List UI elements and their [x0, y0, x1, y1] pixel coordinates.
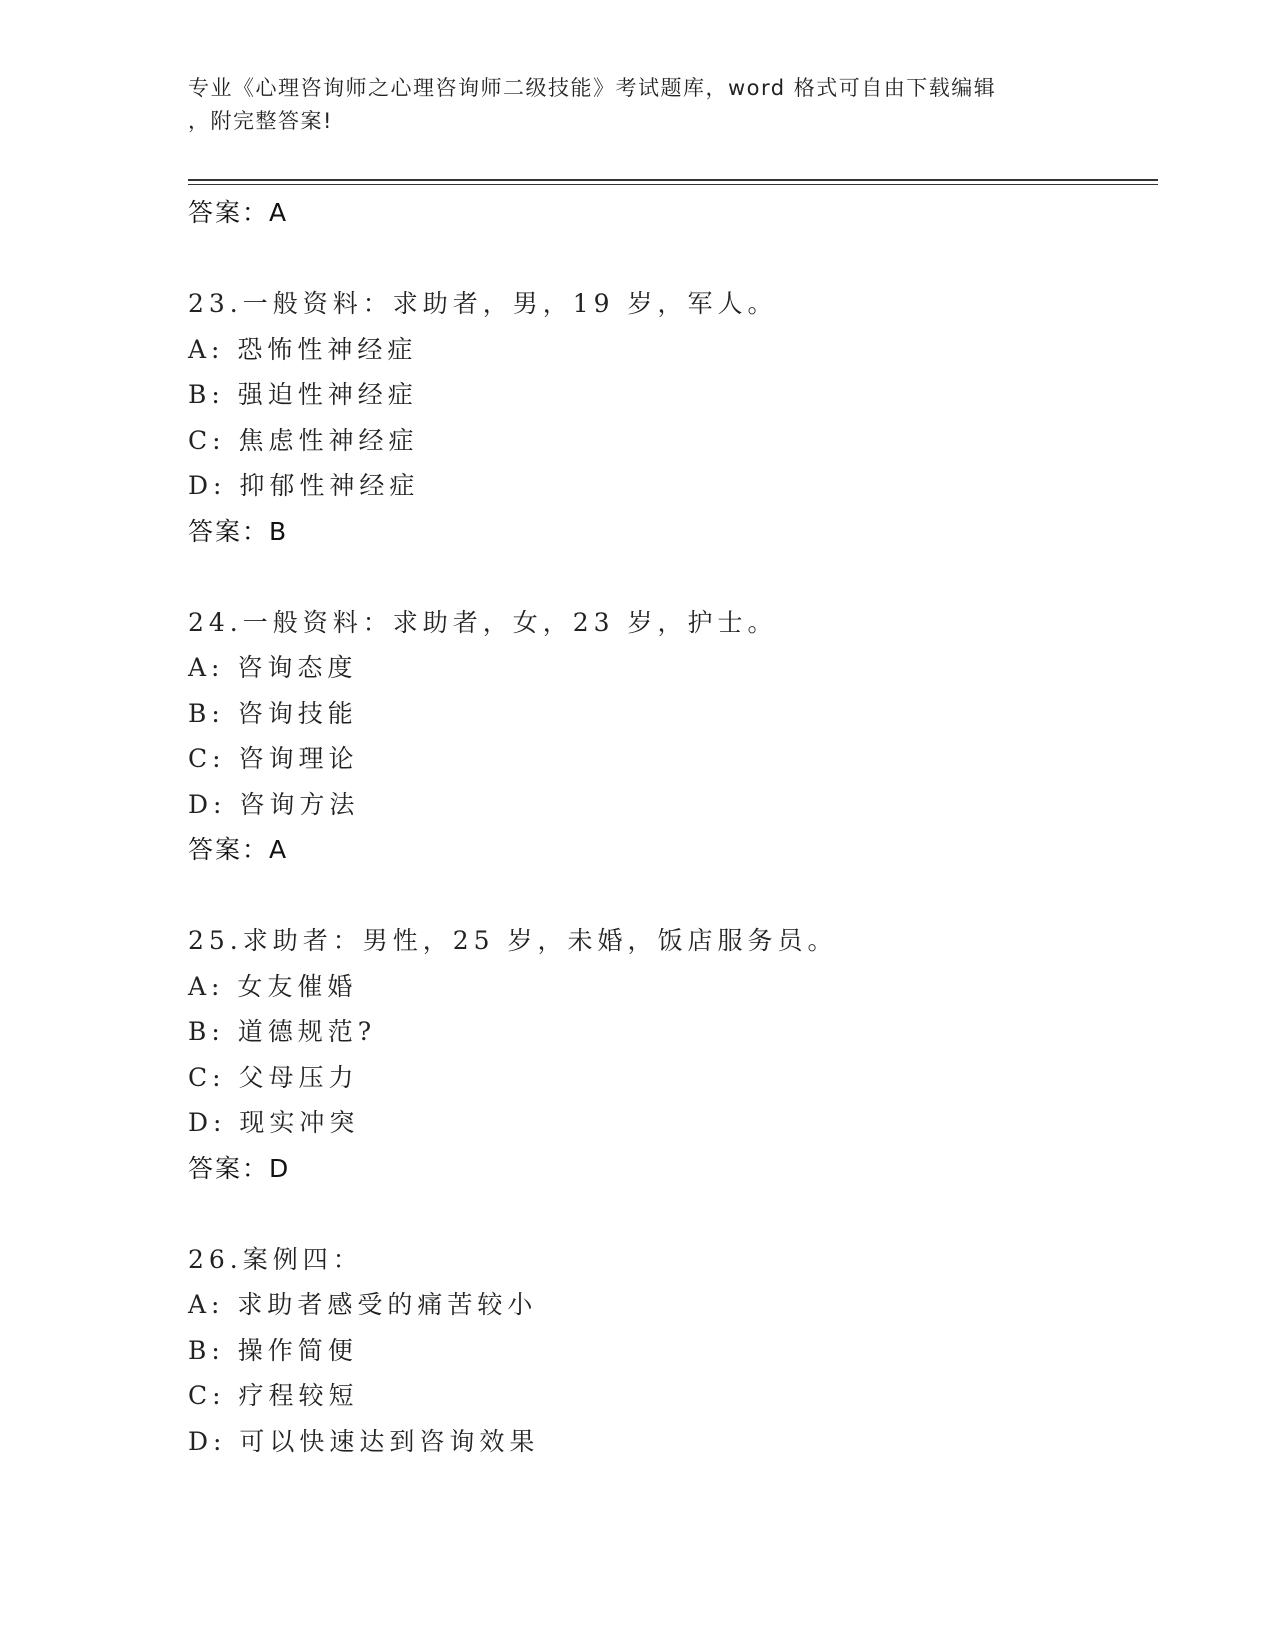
- header-line-2: ，附完整答案!: [188, 109, 333, 133]
- option-b: B: 咨询技能: [188, 698, 358, 728]
- option-c: C: 父母压力: [188, 1062, 359, 1092]
- option-a: A: 咨询态度: [188, 653, 358, 682]
- answer-line: 答案：A: [188, 835, 289, 864]
- question-block: [188, 1237, 1148, 1465]
- option-d: D: 咨询方法: [188, 789, 360, 819]
- option-c: C: 咨询理论: [188, 744, 359, 773]
- option-d: D: 抑郁性神经症: [188, 471, 420, 500]
- option-d: D: 可以快速达到咨询效果: [188, 1426, 540, 1456]
- header-line-1: 专业《心理咨询师之心理咨询师二级技能》考试题库，word 格式可自由下载编辑: [188, 76, 997, 100]
- option-a: A: 女友催婚: [188, 971, 358, 1001]
- answer-line: 答案：A: [188, 198, 289, 227]
- option-a: A: 求助者感受的痛苦较小: [188, 1290, 538, 1319]
- question-block: [188, 918, 1148, 1191]
- spacer: [188, 872, 1148, 918]
- question-stem: 26.案例四：: [188, 1244, 363, 1274]
- option-b: B: 强迫性神经症: [188, 380, 418, 409]
- option-a: A: 恐怖性神经症: [188, 334, 418, 364]
- option-c: C: 疗程较短: [188, 1381, 359, 1410]
- spacer: [188, 554, 1148, 600]
- question-stem: 25.求助者：男性，25 岁，未婚，饭店服务员。: [188, 926, 838, 955]
- option-b: B: 道德规范?: [188, 1017, 377, 1046]
- question-block: [188, 600, 1148, 873]
- spacer: [188, 235, 1148, 281]
- question-block: [188, 281, 1148, 554]
- option-b: B: 操作简便: [188, 1335, 358, 1365]
- header-divider-thick: [188, 179, 1158, 181]
- answer-line: 答案：D: [188, 1153, 291, 1183]
- question-stem: 23.一般资料：求助者，男，19 岁，军人。: [188, 289, 778, 318]
- option-c: C: 焦虑性神经症: [188, 425, 419, 455]
- question-list: [188, 190, 1148, 1464]
- option-d: D: 现实冲突: [188, 1108, 360, 1137]
- header-divider-thin: [188, 184, 1158, 185]
- question-stem: 24.一般资料：求助者，女，23 岁，护士。: [188, 607, 778, 637]
- document-header: [188, 72, 1088, 138]
- answer-line: 答案：B: [188, 516, 289, 546]
- spacer: [188, 1191, 1148, 1237]
